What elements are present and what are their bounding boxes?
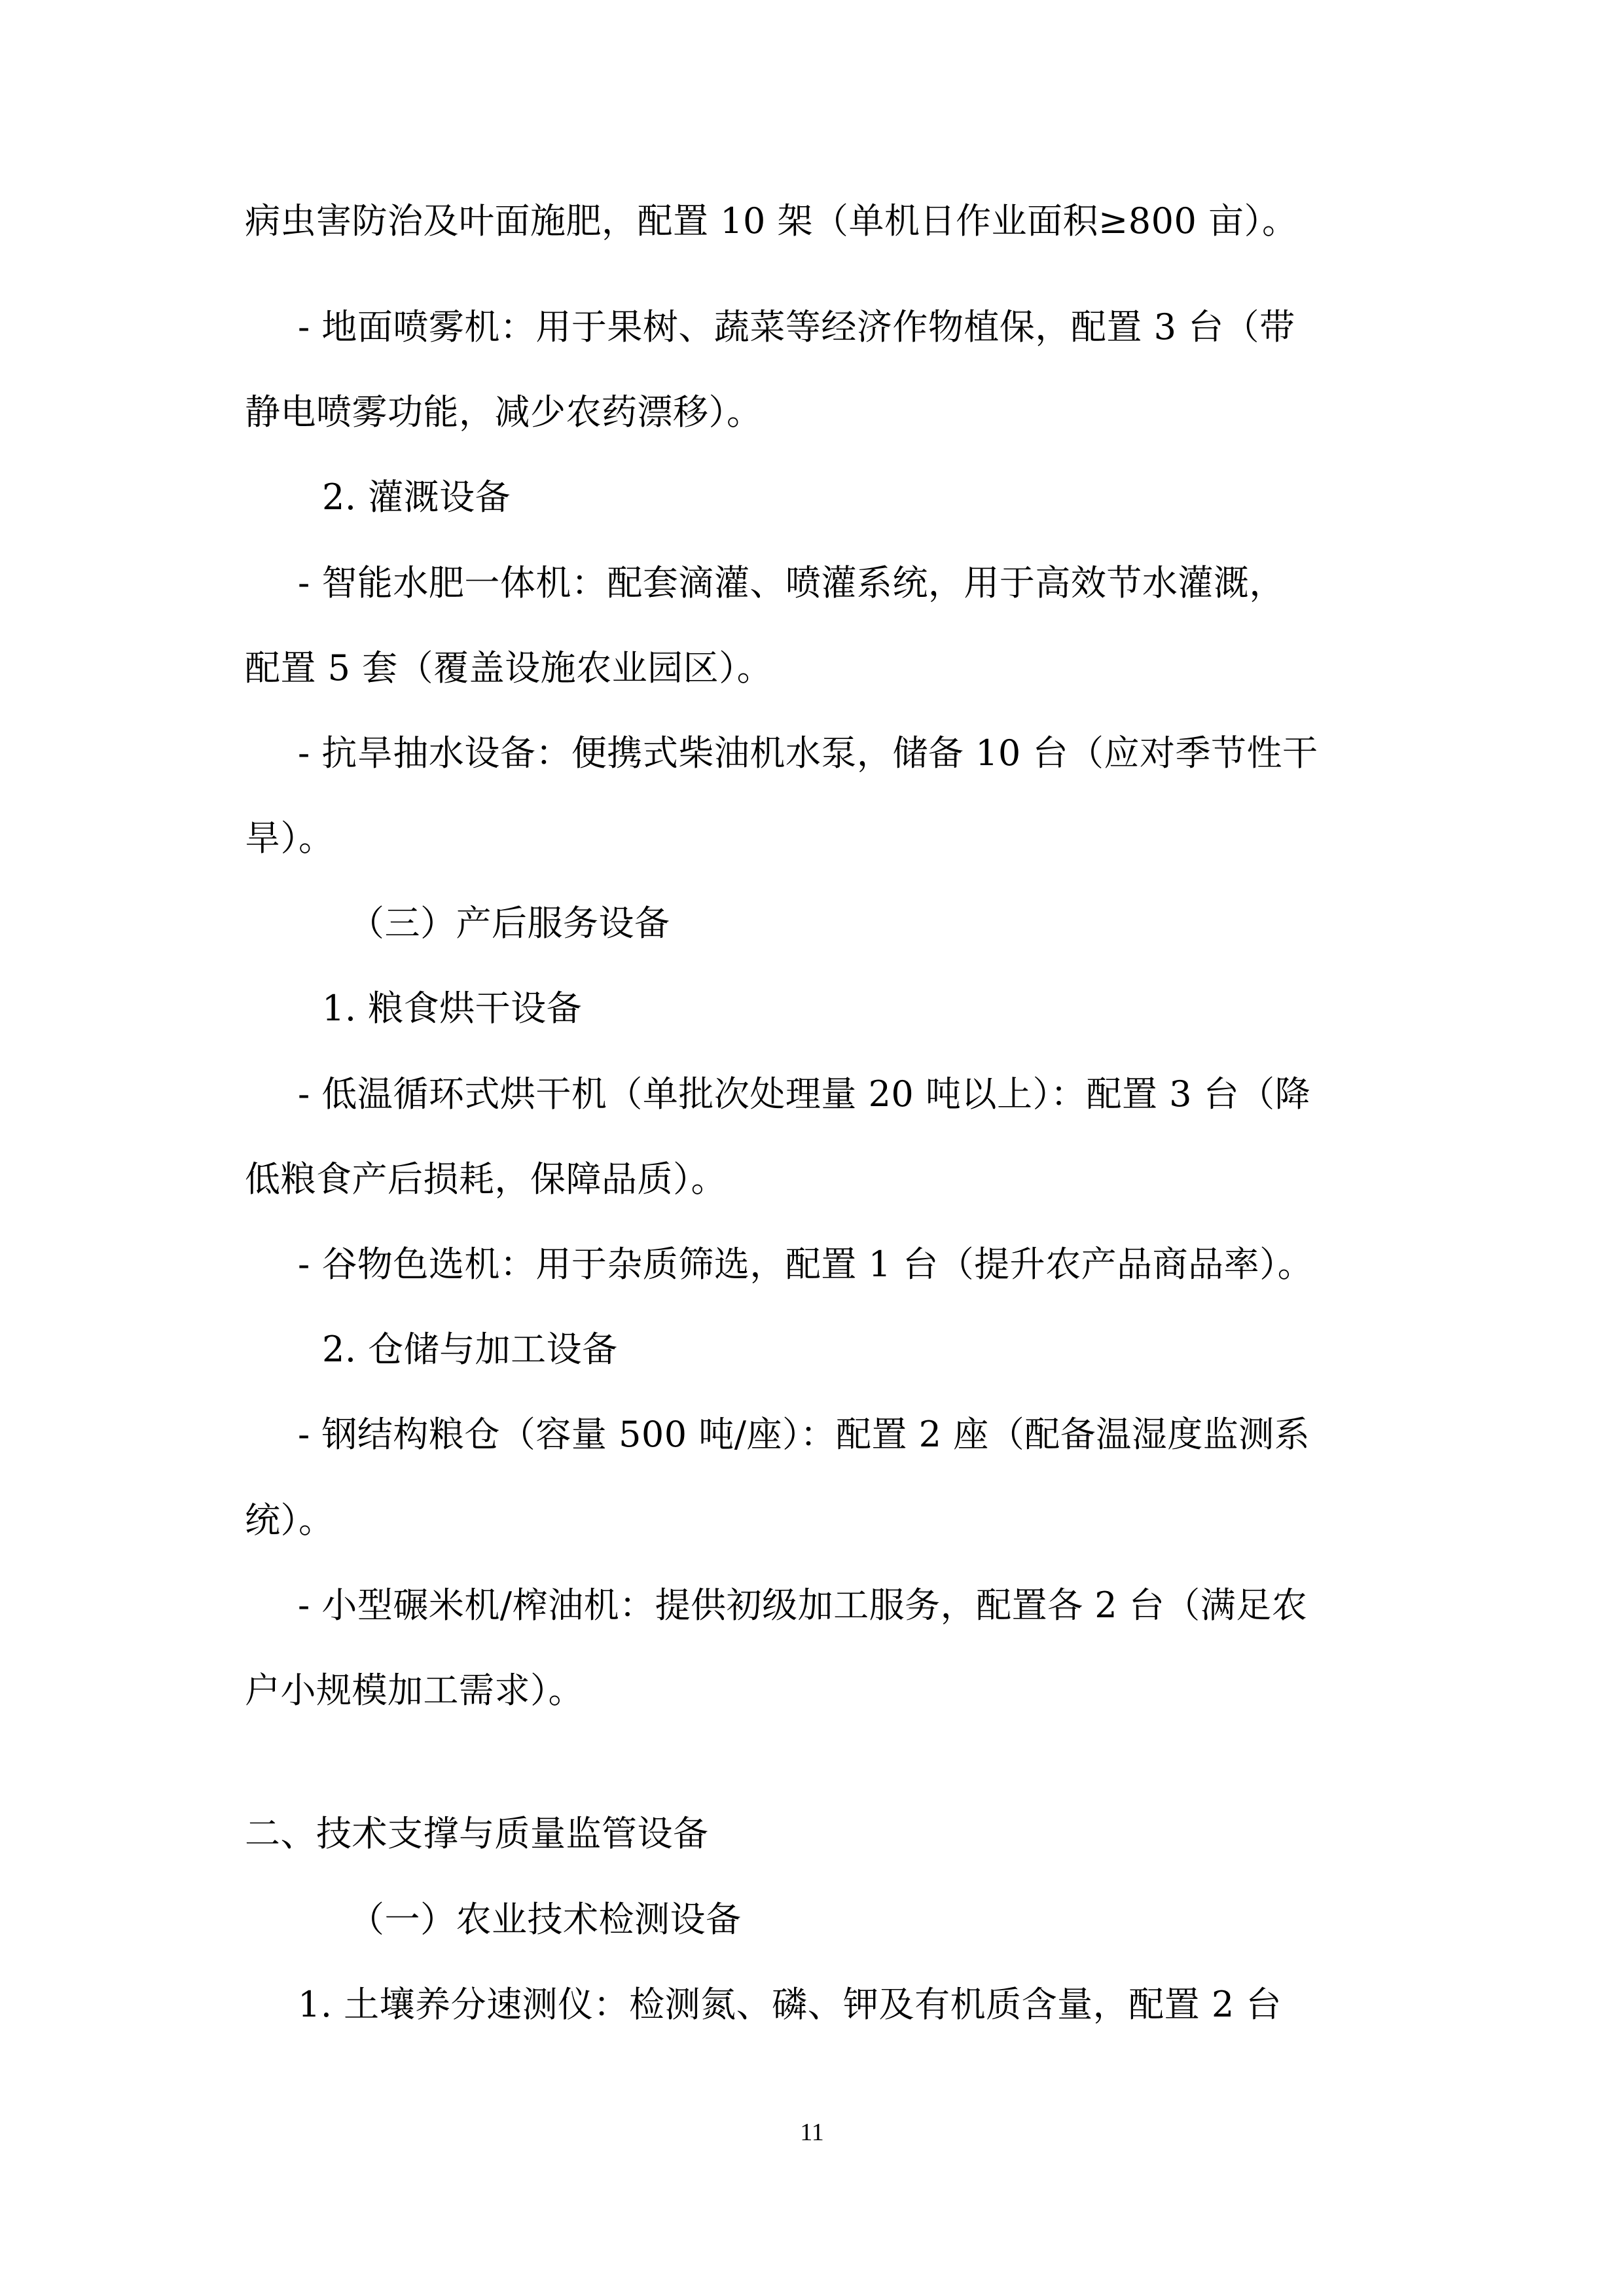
page-number: 11: [800, 2119, 824, 2146]
text-line: 旱）。: [245, 817, 334, 859]
text-line: 配置 5 套（覆盖设施农业园区）。: [245, 647, 773, 689]
sub-heading: 1. 粮食烘干设备: [322, 988, 583, 1029]
text-line: 静电喷雾功能，减少农药漂移）。: [245, 391, 763, 433]
sub-heading: 2. 仓储与加工设备: [322, 1329, 618, 1370]
sub-heading: 2. 灌溉设备: [322, 476, 511, 518]
text-line: - 谷物色选机：用于杂质筛选，配置 1 台（提升农产品商品率）。: [298, 1244, 1314, 1285]
text-line: - 地面喷雾机：用于果树、蔬菜等经济作物植保，配置 3 台（带: [298, 306, 1295, 348]
chapter-heading: 二、技术支撑与质量监管设备: [245, 1813, 709, 1854]
text-line: - 智能水肥一体机：配套滴灌、喷灌系统，用于高效节水灌溉，: [298, 562, 1285, 603]
text-line: - 钢结构粮仓（容量 500 吨/座）：配置 2 座（配备温湿度监测系: [298, 1414, 1310, 1455]
text-line: 统）。: [245, 1499, 334, 1541]
text-line: 户小规模加工需求）。: [245, 1670, 584, 1711]
text-line: - 低温循环式烘干机（单批次处理量 20 吨以上）：配置 3 台（降: [298, 1073, 1311, 1115]
section-heading: （三）产后服务设备: [349, 903, 670, 944]
text-line: - 抗旱抽水设备：便携式柴油机水泵，储备 10 台（应对季节性干: [298, 732, 1318, 774]
text-line: - 小型碾米机/榨油机：提供初级加工服务，配置各 2 台（满足农: [298, 1585, 1308, 1626]
text-line: 1. 土壤养分速测仪：检测氮、磷、钾及有机质含量，配置 2 台: [298, 1984, 1282, 2025]
text-line: 病虫害防治及叶面施肥，配置 10 架（单机日作业面积≥800 亩）。: [245, 200, 1298, 242]
section-heading: （一）农业技术检测设备: [349, 1899, 742, 1940]
text-line: 低粮食产后损耗，保障品质）。: [245, 1158, 727, 1200]
